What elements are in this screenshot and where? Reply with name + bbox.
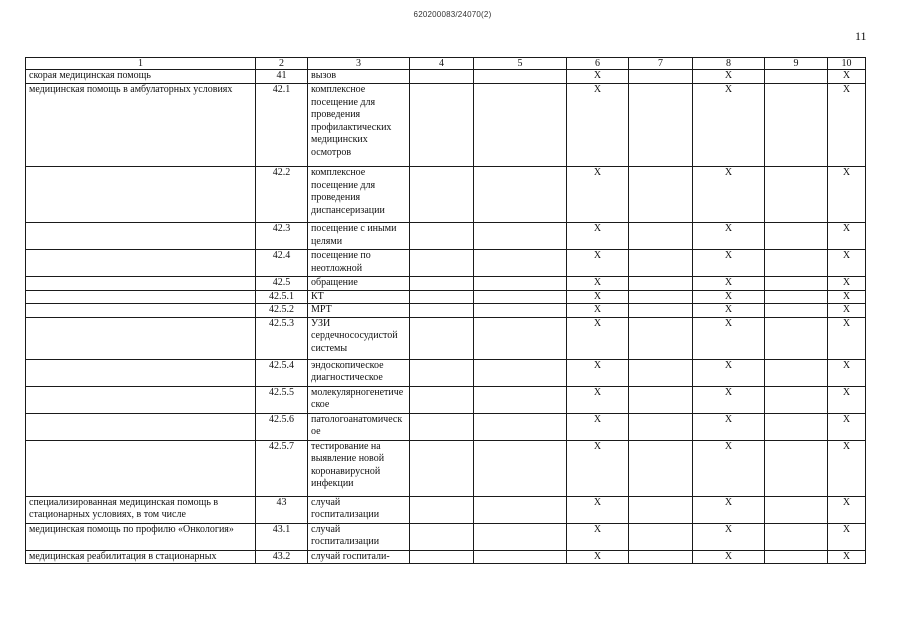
- x-mark-cell: X: [693, 70, 765, 84]
- x-mark-cell: X: [567, 84, 629, 167]
- x-mark-cell: X: [567, 440, 629, 496]
- table-row: [26, 84, 866, 167]
- value-cell: [765, 550, 828, 564]
- unit-cell: случай госпитализации: [308, 496, 410, 523]
- value-cell: [474, 440, 567, 496]
- unit-cell: вызов: [308, 70, 410, 84]
- x-mark-cell: X: [693, 496, 765, 523]
- x-mark-cell: X: [828, 386, 866, 413]
- x-mark-cell: X: [567, 250, 629, 277]
- x-mark-cell: X: [567, 550, 629, 564]
- column-header: 7: [629, 58, 693, 70]
- value-cell: [410, 496, 474, 523]
- row-number-cell: 42.1: [256, 84, 308, 167]
- table-row: [26, 550, 866, 564]
- medical-care-type-cell: [26, 317, 256, 359]
- medical-care-type-cell: [26, 167, 256, 223]
- column-header: 9: [765, 58, 828, 70]
- unit-cell: обращение: [308, 277, 410, 291]
- row-number-cell: 42.2: [256, 167, 308, 223]
- x-mark-cell: X: [693, 304, 765, 318]
- value-cell: [765, 359, 828, 386]
- row-number-cell: 42.5.6: [256, 413, 308, 440]
- value-cell: [629, 277, 693, 291]
- unit-cell: МРТ: [308, 304, 410, 318]
- column-header: 6: [567, 58, 629, 70]
- value-cell: [765, 84, 828, 167]
- value-cell: [765, 290, 828, 304]
- row-number-cell: 43.1: [256, 523, 308, 550]
- column-header: 3: [308, 58, 410, 70]
- medical-care-type-cell: скорая медицинская помощь: [26, 70, 256, 84]
- header-row: [26, 58, 866, 70]
- x-mark-cell: X: [567, 386, 629, 413]
- value-cell: [765, 223, 828, 250]
- value-cell: [474, 70, 567, 84]
- value-cell: [629, 250, 693, 277]
- value-cell: [474, 496, 567, 523]
- value-cell: [474, 523, 567, 550]
- value-cell: [410, 223, 474, 250]
- value-cell: [629, 359, 693, 386]
- value-cell: [410, 523, 474, 550]
- row-number-cell: 43: [256, 496, 308, 523]
- value-cell: [410, 277, 474, 291]
- x-mark-cell: X: [693, 523, 765, 550]
- value-cell: [629, 167, 693, 223]
- table-row: [26, 290, 866, 304]
- x-mark-cell: X: [567, 70, 629, 84]
- table-row: [26, 440, 866, 496]
- value-cell: [765, 523, 828, 550]
- value-cell: [765, 496, 828, 523]
- column-header: 4: [410, 58, 474, 70]
- value-cell: [474, 413, 567, 440]
- value-cell: [410, 440, 474, 496]
- x-mark-cell: X: [693, 290, 765, 304]
- x-mark-cell: X: [828, 277, 866, 291]
- x-mark-cell: X: [828, 84, 866, 167]
- row-number-cell: 42.5.5: [256, 386, 308, 413]
- column-header: 8: [693, 58, 765, 70]
- value-cell: [765, 277, 828, 291]
- unit-cell: комплексное посещение для проведения профилактических медицинских осмотров: [308, 84, 410, 167]
- unit-cell: КТ: [308, 290, 410, 304]
- row-number-cell: 42.5.1: [256, 290, 308, 304]
- value-cell: [629, 317, 693, 359]
- table-row: [26, 386, 866, 413]
- table-row: [26, 304, 866, 318]
- value-cell: [410, 413, 474, 440]
- x-mark-cell: X: [828, 317, 866, 359]
- table-row: [26, 413, 866, 440]
- table-row: [26, 523, 866, 550]
- value-cell: [629, 550, 693, 564]
- value-cell: [410, 250, 474, 277]
- value-cell: [765, 440, 828, 496]
- value-cell: [474, 359, 567, 386]
- value-cell: [410, 290, 474, 304]
- unit-cell: тестирование на выявление новой коронавирусной инфекции: [308, 440, 410, 496]
- x-mark-cell: X: [693, 440, 765, 496]
- x-mark-cell: X: [567, 413, 629, 440]
- x-mark-cell: X: [828, 413, 866, 440]
- value-cell: [765, 304, 828, 318]
- value-cell: [474, 386, 567, 413]
- unit-cell: эндоскопическое диагностическое: [308, 359, 410, 386]
- medical-care-type-cell: медицинская помощь по профилю «Онкология»: [26, 523, 256, 550]
- x-mark-cell: X: [693, 413, 765, 440]
- value-cell: [629, 84, 693, 167]
- unit-cell: посещение с иными целями: [308, 223, 410, 250]
- x-mark-cell: X: [567, 523, 629, 550]
- medical-care-type-cell: [26, 250, 256, 277]
- table-row: [26, 223, 866, 250]
- value-cell: [474, 317, 567, 359]
- value-cell: [474, 277, 567, 291]
- value-cell: [629, 290, 693, 304]
- row-number-cell: 42.5.2: [256, 304, 308, 318]
- x-mark-cell: X: [693, 250, 765, 277]
- table-row: [26, 167, 866, 223]
- value-cell: [474, 550, 567, 564]
- medical-care-type-cell: [26, 413, 256, 440]
- column-header: 10: [828, 58, 866, 70]
- column-header: 2: [256, 58, 308, 70]
- value-cell: [474, 223, 567, 250]
- unit-cell: молекулярногенетическое: [308, 386, 410, 413]
- x-mark-cell: X: [567, 167, 629, 223]
- x-mark-cell: X: [828, 523, 866, 550]
- value-cell: [410, 84, 474, 167]
- x-mark-cell: X: [828, 496, 866, 523]
- value-cell: [629, 223, 693, 250]
- value-cell: [629, 413, 693, 440]
- x-mark-cell: X: [567, 223, 629, 250]
- x-mark-cell: X: [693, 167, 765, 223]
- column-header: 5: [474, 58, 567, 70]
- row-number-cell: 42.4: [256, 250, 308, 277]
- row-number-cell: 43.2: [256, 550, 308, 564]
- value-cell: [765, 250, 828, 277]
- value-cell: [474, 84, 567, 167]
- x-mark-cell: X: [567, 304, 629, 318]
- row-number-cell: 42.5: [256, 277, 308, 291]
- value-cell: [410, 304, 474, 318]
- value-cell: [765, 386, 828, 413]
- unit-cell: случай госпитали-: [308, 550, 410, 564]
- value-cell: [474, 304, 567, 318]
- value-cell: [765, 317, 828, 359]
- x-mark-cell: X: [567, 317, 629, 359]
- value-cell: [629, 496, 693, 523]
- x-mark-cell: X: [828, 167, 866, 223]
- medical-care-type-cell: медицинская помощь в амбулаторных условиях: [26, 84, 256, 167]
- row-number-cell: 42.3: [256, 223, 308, 250]
- value-cell: [629, 70, 693, 84]
- table-row: [26, 496, 866, 523]
- medical-care-type-cell: [26, 386, 256, 413]
- value-cell: [410, 550, 474, 564]
- x-mark-cell: X: [693, 359, 765, 386]
- x-mark-cell: X: [828, 290, 866, 304]
- value-cell: [410, 317, 474, 359]
- value-cell: [629, 304, 693, 318]
- value-cell: [765, 70, 828, 84]
- x-mark-cell: X: [828, 359, 866, 386]
- value-cell: [410, 70, 474, 84]
- unit-cell: случай госпитализации: [308, 523, 410, 550]
- page-number: 11: [855, 29, 867, 43]
- x-mark-cell: X: [693, 84, 765, 167]
- medical-care-type-cell: медицинская реабилитация в стационарных: [26, 550, 256, 564]
- x-mark-cell: X: [567, 277, 629, 291]
- medical-care-type-cell: специализированная медицинская помощь в стационарных условиях, в том числе: [26, 496, 256, 523]
- value-cell: [410, 167, 474, 223]
- unit-cell: патологоанатомическое: [308, 413, 410, 440]
- row-number-cell: 42.5.3: [256, 317, 308, 359]
- value-cell: [629, 386, 693, 413]
- value-cell: [629, 523, 693, 550]
- medical-care-type-cell: [26, 440, 256, 496]
- x-mark-cell: X: [693, 386, 765, 413]
- value-cell: [474, 290, 567, 304]
- value-cell: [410, 359, 474, 386]
- medical-care-type-cell: [26, 223, 256, 250]
- x-mark-cell: X: [828, 223, 866, 250]
- x-mark-cell: X: [567, 290, 629, 304]
- table-row: [26, 250, 866, 277]
- x-mark-cell: X: [567, 359, 629, 386]
- x-mark-cell: X: [567, 496, 629, 523]
- table-row: [26, 317, 866, 359]
- table-row: [26, 359, 866, 386]
- x-mark-cell: X: [693, 277, 765, 291]
- document-id: 620200083/24070(2): [413, 10, 492, 19]
- x-mark-cell: X: [693, 223, 765, 250]
- value-cell: [474, 250, 567, 277]
- x-mark-cell: X: [693, 317, 765, 359]
- row-number-cell: 41: [256, 70, 308, 84]
- row-number-cell: 42.5.4: [256, 359, 308, 386]
- x-mark-cell: X: [693, 550, 765, 564]
- x-mark-cell: X: [828, 304, 866, 318]
- x-mark-cell: X: [828, 550, 866, 564]
- medical-care-type-cell: [26, 277, 256, 291]
- value-cell: [765, 167, 828, 223]
- unit-cell: посещение по неотложной: [308, 250, 410, 277]
- table-row: [26, 70, 866, 84]
- x-mark-cell: X: [828, 440, 866, 496]
- value-cell: [765, 413, 828, 440]
- data-table: [25, 57, 866, 564]
- x-mark-cell: X: [828, 250, 866, 277]
- value-cell: [474, 167, 567, 223]
- medical-care-type-cell: [26, 359, 256, 386]
- unit-cell: УЗИ сердечнососудистой системы: [308, 317, 410, 359]
- table-row: [26, 277, 866, 291]
- x-mark-cell: X: [828, 70, 866, 84]
- row-number-cell: 42.5.7: [256, 440, 308, 496]
- medical-care-type-cell: [26, 304, 256, 318]
- unit-cell: комплексное посещение для проведения диспансеризации: [308, 167, 410, 223]
- medical-care-type-cell: [26, 290, 256, 304]
- value-cell: [629, 440, 693, 496]
- column-header: 1: [26, 58, 256, 70]
- value-cell: [410, 386, 474, 413]
